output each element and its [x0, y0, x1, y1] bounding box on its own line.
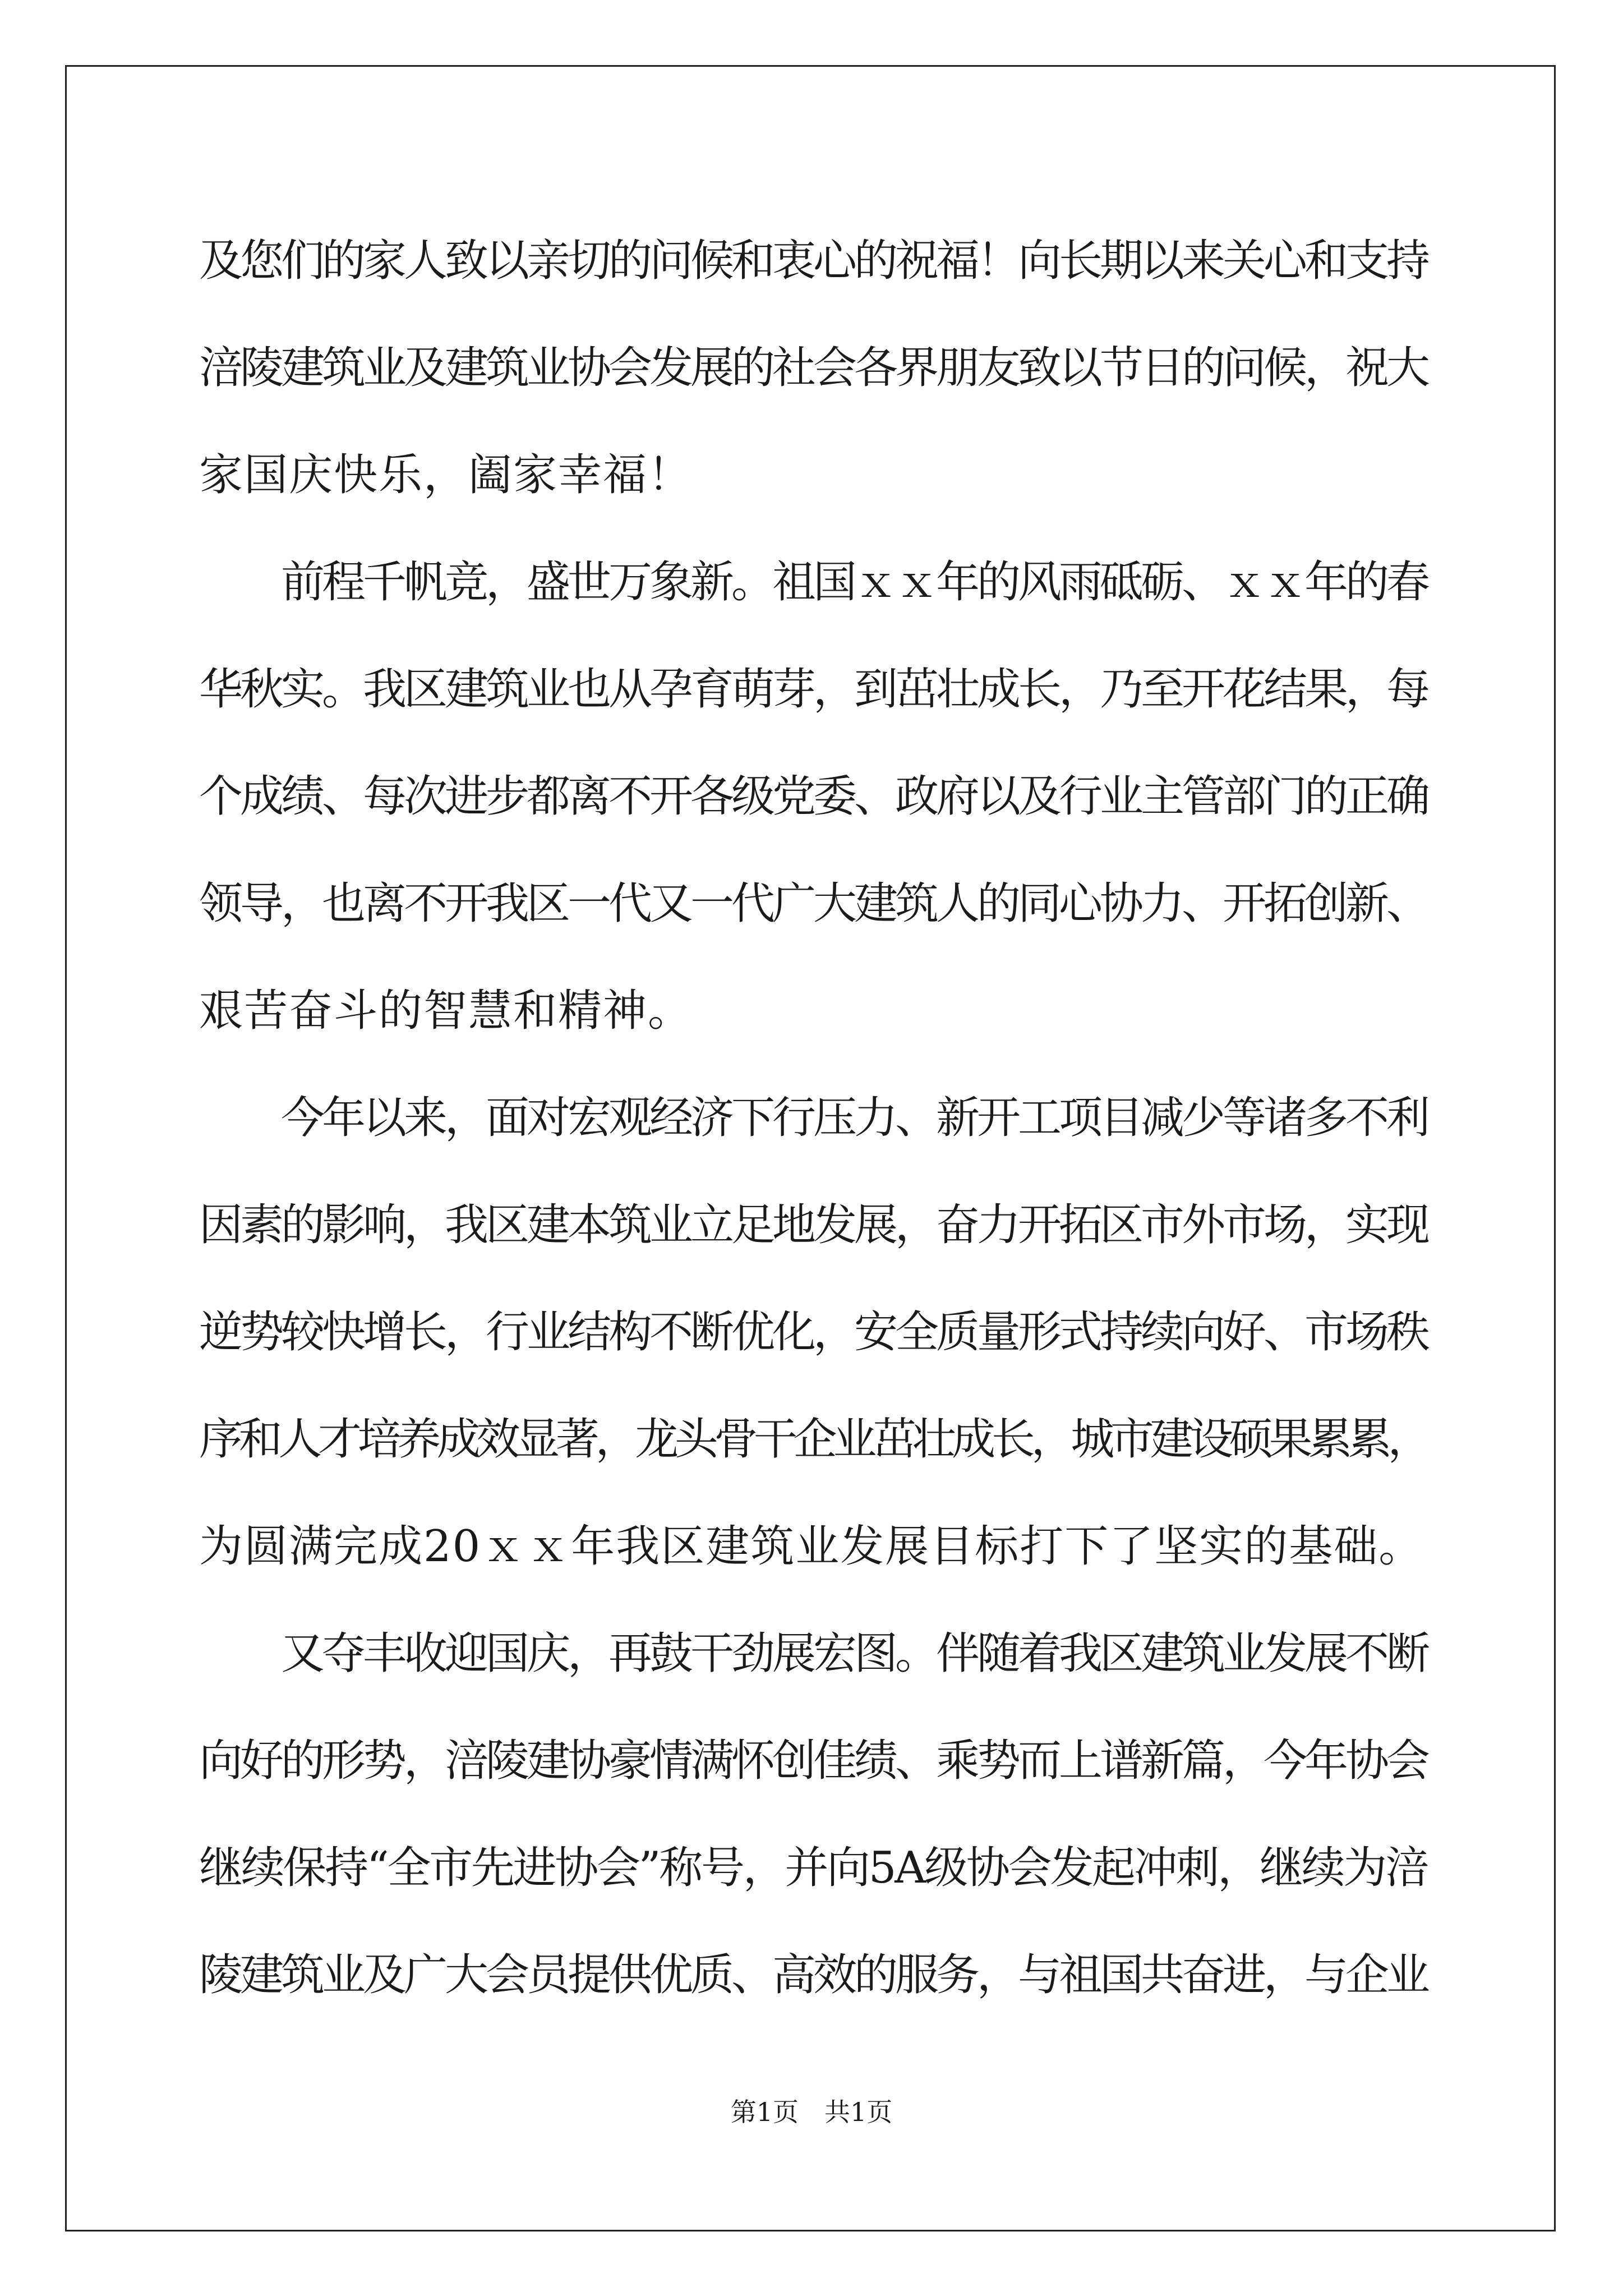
text-line: 又夺丰收迎国庆，再鼓干劲展宏图。伴随着我区建筑业发展不断	[199, 1628, 1428, 1679]
text-line: 序和人才培养成效显著，龙头骨干企业茁壮成长，城市建设硕果累累，	[199, 1414, 1428, 1465]
text-line: 今年以来，面对宏观经济下行压力、新开工项目减少等诸多不利	[199, 1093, 1428, 1143]
page-number-footer: 第1页 共1页	[730, 2097, 893, 2127]
text-line: 个成绩、每次进步都离不开各级党委、政府以及行业主管部门的正确	[199, 771, 1428, 822]
text-line: 领导，也离不开我区一代又一代广大建筑人的同心协力、开拓创新、	[199, 878, 1428, 929]
text-line: 为圆满完成20ｘｘ年我区建筑业发展目标打下了坚实的基础。	[199, 1521, 1424, 1572]
text-line: 因素的影响，我区建本筑业立足地发展，奋力开拓区市外市场，实现	[199, 1200, 1428, 1250]
text-line: 艰苦奋斗的智慧和精神。	[199, 986, 693, 1036]
text-line: 家国庆快乐，阖家幸福！	[199, 450, 693, 500]
text-line: 前程千帆竞，盛世万象新。祖国ｘｘ年的风雨砥砺、ｘｘ年的春	[199, 557, 1428, 608]
paragraph-2	[199, 529, 1427, 1065]
document-body	[199, 208, 1427, 2029]
text-line: 逆势较快增长，行业结构不断优化，安全质量形式持续向好、市场秩	[199, 1307, 1428, 1358]
text-line: 陵建筑业及广大会员提供优质、高效的服务，与祖国共奋进，与企业	[199, 1950, 1428, 2000]
text-line: 涪陵建筑业及建筑业协会发展的社会各界朋友致以节日的问候，祝大	[199, 343, 1428, 393]
paragraph-4	[199, 1600, 1427, 2029]
text-line: 向好的形势，涪陵建协豪情满怀创佳绩、乘势而上谱新篇，今年协会	[199, 1736, 1428, 1786]
text-line: 华秋实。我区建筑业也从孕育萌芽，到茁壮成长，乃至开花结果，每	[199, 664, 1428, 715]
paragraph-1	[199, 208, 1427, 529]
text-line: 继续保持“全市先进协会”称号，并向5A级协会发起冲刺，继续为涪	[199, 1843, 1427, 1893]
text-line: 及您们的家人致以亲切的问候和衷心的祝福！向长期以来关心和支持	[199, 236, 1428, 286]
paragraph-3	[199, 1065, 1427, 1600]
